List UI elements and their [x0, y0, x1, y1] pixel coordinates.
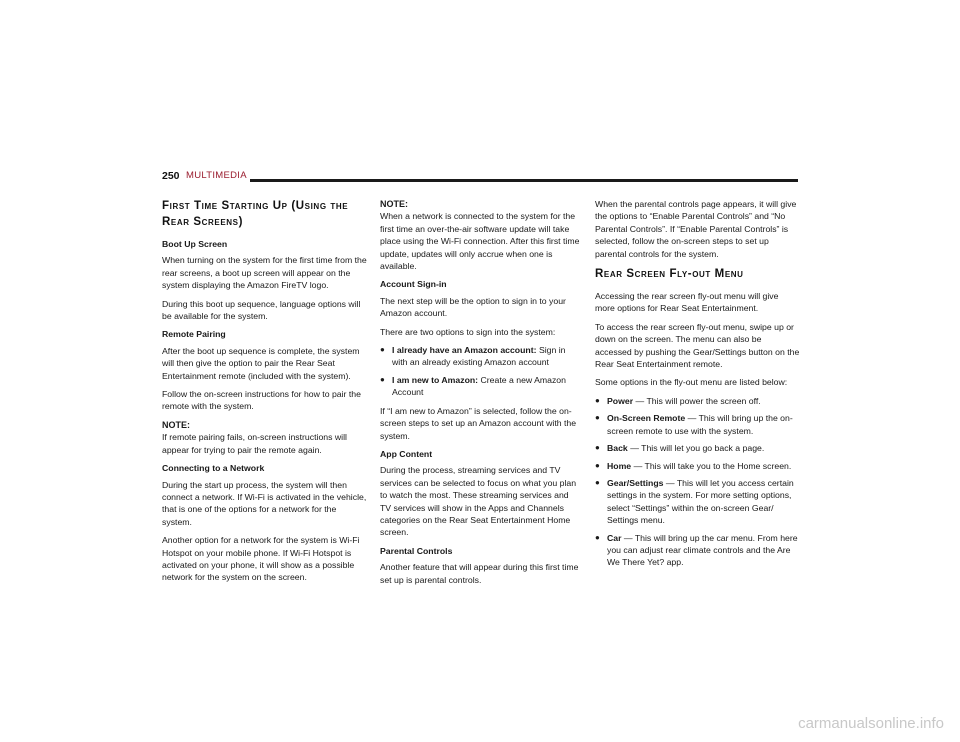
bullet-icon: ●: [380, 374, 385, 384]
paragraph: Follow the on-screen instructions for how to pair the remote with the system.: [162, 389, 361, 412]
list-item: [595, 532, 800, 569]
paragraph: The next step will be the option to sign in to your Amazon account.: [380, 295, 566, 319]
paragraph: When turning on the system for the first time from the rear screens, a boot up screen will appear on the system displaying the Amazon FireTV logo.: [162, 255, 367, 291]
list-item-desc: — This will let you access certain settings in the system. For more setting options, select “Settings” within the on-screen Gear/ Settings menu.: [607, 477, 794, 526]
list-item-term: I already have an Amazon account:: [392, 345, 537, 356]
note-block: [162, 419, 367, 456]
column-left: [162, 198, 367, 590]
list-item-desc: — This will bring up the car menu. From here you can adjust rear climate controls and the Are We There Yet? app.: [607, 532, 798, 568]
subheading-boot-up: Boot Up Screen: [162, 239, 228, 249]
subheading-account-sign-in: Account Sign-in: [380, 279, 447, 290]
bullet-icon: ●: [595, 460, 600, 470]
subheading-parental-controls: Parental Controls: [380, 545, 453, 556]
subheading-app-content: App Content: [380, 448, 433, 459]
note-label: NOTE:: [380, 199, 408, 209]
paragraph: If “I am new to Amazon” is selected, follow the on-screen steps to set up an Amazon account with the system.: [380, 405, 577, 441]
list-item-term: Power: [607, 395, 634, 406]
paragraph: During the start up process, the system will then connect a network. If Wi-Fi is activated in the vehicle, that is one of the options for a network for the system.: [162, 479, 367, 527]
bullet-icon: ●: [595, 477, 600, 487]
page-header: [162, 170, 798, 186]
column-middle: [380, 198, 580, 592]
paragraph: Some options in the fly-out menu are listed below:: [595, 377, 788, 388]
list-item: [380, 344, 580, 369]
paragraph: When the parental controls page appears, it will give the options to “Enable Parental Controls” and “No Parental Controls”. If “Enable Parental Controls” is selected, follow the on-screen steps to set up parental controls for the system.: [595, 199, 797, 259]
subheading-network: Connecting to a Network: [162, 463, 265, 474]
bullet-icon: ●: [595, 532, 600, 542]
header-rule: [250, 179, 798, 182]
bullet-icon: ●: [595, 395, 600, 405]
list-item: [380, 374, 580, 399]
list-item-term: Back: [607, 443, 628, 454]
subheading-remote-pairing: Remote Pairing: [162, 329, 226, 340]
section-title-fly-out-menu: Rear Screen Fly-out Menu: [595, 268, 744, 281]
note-text: When a network is connected to the system for the first time an over-the-air software update will take place using the Wi-Fi connection. After this first time update, updates will only accrue when one is available.: [380, 211, 580, 272]
list-item: [595, 460, 800, 472]
bullet-icon: ●: [595, 413, 600, 423]
bullet-icon: ●: [380, 345, 385, 355]
paragraph: There are two options to sign into the system:: [380, 326, 556, 337]
list-item-desc: — This will bring up the on-screen remote to use with the system.: [607, 413, 793, 436]
list-item: [595, 477, 800, 527]
list-item-desc: Create a new Amazon Account: [392, 374, 566, 398]
bullet-icon: ●: [595, 443, 600, 453]
paragraph: During the process, streaming services and TV services can be selected to focus on what you plan to watch the most. These streaming services and TV services will show in the Apps and Channels categories on the Rear Seat Entertainment Home screen.: [380, 465, 577, 538]
note-text: If remote pairing fails, on-screen instructions will appear for trying to pair the remote again.: [162, 432, 347, 455]
list-item-desc: — This will power the screen off.: [635, 395, 761, 406]
list-item-term: Gear/Settings: [607, 477, 664, 488]
fly-out-options-list: [595, 395, 800, 569]
watermark: carmanualsonline.info: [798, 715, 944, 732]
list-item: [595, 442, 800, 454]
list-item-term: Home: [607, 460, 632, 471]
paragraph: To access the rear screen fly-out menu, swipe up or down on the screen. The menu can also be accessed by pushing the Gear/Settings button on the Rear Seat Entertainment remote.: [595, 321, 800, 370]
list-item: [595, 412, 800, 437]
list-item-desc: — This will let you go back a page.: [630, 443, 765, 454]
note-block: [380, 198, 580, 272]
sign-in-options-list: [380, 344, 580, 399]
list-item-term: Car: [607, 532, 622, 543]
paragraph: Another option for a network for the system is Wi-Fi Hotspot on your mobile phone. If Wi-Fi Hotspot is activated on your phone, it will show as a possible network for the system on the screen.: [162, 535, 360, 583]
note-label: NOTE:: [162, 419, 190, 430]
list-item-term: I am new to Amazon:: [392, 374, 479, 385]
list-item: [595, 395, 800, 407]
section-name: MULTIMEDIA: [186, 170, 247, 181]
list-item-desc: Sign in with an already existing Amazon account: [392, 345, 566, 368]
paragraph: During this boot up sequence, language options will be available for the system.: [162, 298, 361, 322]
list-item-term: On-Screen Remote: [607, 413, 686, 424]
paragraph: After the boot up sequence is complete, the system will then give the option to pair the Rear Seat Entertainment remote (included with the system).: [162, 345, 360, 381]
column-right: [595, 198, 800, 575]
section-title-first-time: First Time Starting Up (Using the Rear Screens): [162, 200, 349, 228]
paragraph: Another feature that will appear during this first time set up is parental controls.: [380, 562, 579, 585]
paragraph: Accessing the rear screen fly-out menu will give more options for Rear Seat Entertainment.: [595, 291, 779, 314]
page-number: 250: [162, 170, 180, 182]
list-item-desc: — This will take you to the Home screen.: [633, 460, 792, 471]
